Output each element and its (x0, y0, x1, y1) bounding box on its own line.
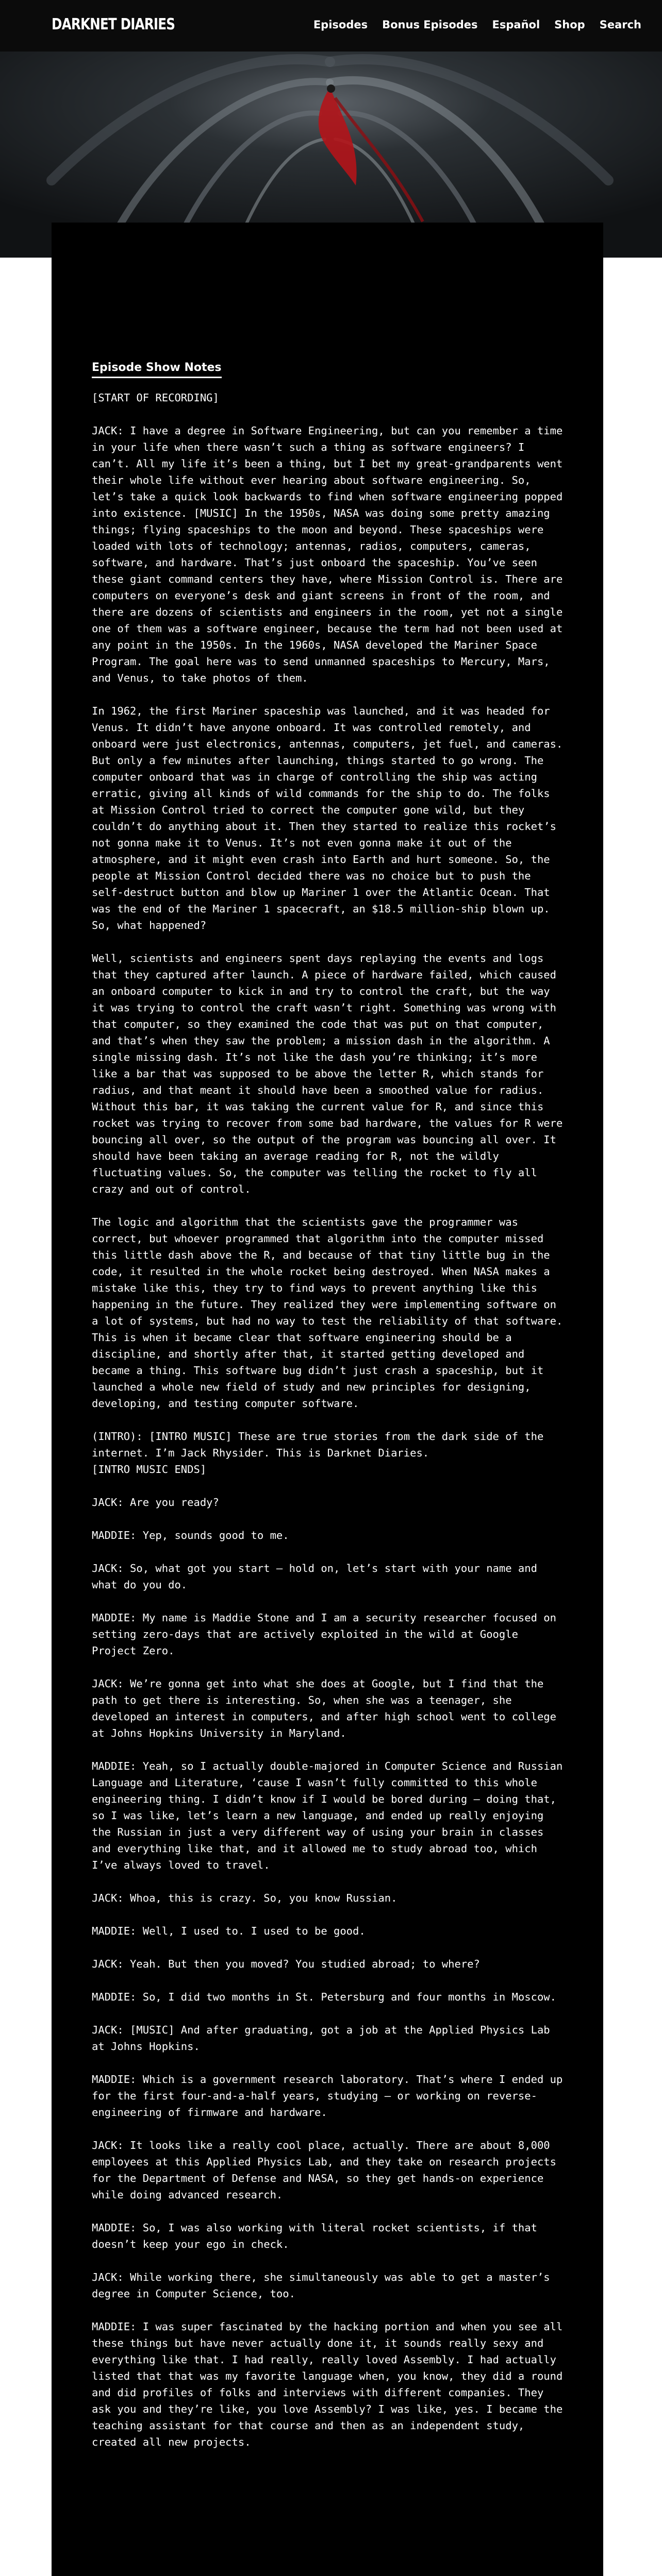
transcript-paragraph: MADDIE: I was super fascinated by the hacking portion and when you see all these things but have never actually done it, it sounds really sexy and everything like that. I had really, really loved Assembly. I had actually listed that that was my favorite language when, you know, they did a round and did profiles of folks and interviews with different companies. They ask you and they’re like, you love Assembly? I was like, yes. I became the teaching assistant for that course and then as an independent study, created all new projects. (92, 2320, 563, 2448)
transcript-paragraph: Well, scientists and engineers spent days replaying the events and logs that they captured after launch. A piece of hardware failed, which caused an onboard computer to kick in and try to control the craft, but the way it was trying to control the craft wasn’t right. Something was wrong with that computer, so they examined the code that was put on that computer, and that’s when they saw the problem; a mission dash in the algorithm. A single missing dash. It’s not like the dash you’re thinking; it’s more like a bar that was supposed to be above the letter R, which stands for radius, and that meant it should have been a smoothed value for radius. Without this bar, it was taking the current value for R, and since this rocket was trying to recover from some bad hardware, the values for R were bouncing all over, so the output of the program was bouncing all over. It should have been taking an average reading for R, not the wildly fluctuating values. So, the computer was telling the rocket to fly all crazy and out of control. (92, 952, 563, 1195)
transcript-paragraph: JACK: [MUSIC] And after graduating, got a job at the Applied Physics Lab at Johns Hopkins. (92, 2024, 550, 2053)
transcript-paragraph: JACK: I have a degree in Software Engineering, but can you remember a time in your life when there wasn’t such a thing as software engineers? I can’t. All my life it’s been a thing, but I bet my great-grandparents went their whole life without ever hearing about software engineering. So, let’s take a quick look backwards to find when software engineering popped into existence. [MUSIC] In the 1950s, NASA was doing some pretty amazing things; flying spaceships to the moon and beyond. These spaceships were loaded with lots of technology; antennas, radios, computers, cameras, software, and hardware. That’s just onboard the spaceship. You’ve seen these giant command centers they have, where Mission Control is. There are computers on everyone’s desk and giant screens in front of the room, and there are dozens of scientists and engineers in the room, yet not a single one of them was a software engineer, because the term had not been used at any point in the 1950s. In the 1960s, NASA developed the Mariner Space Program. The goal here was to send unmanned spaceships to Mercury, Mars, and Venus, to take photos of them. (92, 425, 563, 684)
transcript-paragraph: [START OF RECORDING] (92, 392, 219, 404)
show-notes-card (52, 223, 603, 2576)
transcript-paragraph: JACK: So, what got you start – hold on, let’s start with your name and what do you do. (92, 1562, 537, 1591)
nav-search[interactable]: Search (599, 19, 641, 31)
transcript-paragraph: JACK: It looks like a really cool place, actually. There are about 8,000 employees at this Applied Physics Lab, and they take on research projects for the Department of Defense and NASA, so they get hands-on experience while doing advanced research. (92, 2139, 556, 2201)
transcript-paragraph: MADDIE: Which is a government research laboratory. That’s where I ended up for the first four-and-a-half years, studying – or working on reverse-engineering of firmware and hardware. (92, 2073, 563, 2119)
transcript-paragraph: MADDIE: So, I did two months in St. Petersburg and four months in Moscow. (92, 1991, 556, 2003)
transcript-paragraph: MADDIE: My name is Maddie Stone and I am a security researcher focused on setting zero-days that are actively exploited in the wild at Google Project Zero. (92, 1612, 556, 1657)
transcript-paragraph: JACK: Are you ready? (92, 1496, 219, 1509)
show-notes-content (92, 359, 564, 2467)
transcript-paragraph: JACK: While working there, she simultaneously was able to get a master’s degree in Computer Science, too. (92, 2271, 550, 2300)
site-logo[interactable]: DARKNET DIARIES (52, 15, 175, 33)
main-menu (313, 19, 641, 31)
transcript-paragraph: JACK: We’re gonna get into what she does at Google, but I find that the path to get there is interesting. So, when she was a teenager, she developed an interest in computers, and after high school went to college at Johns Hopkins University in Maryland. (92, 1677, 556, 1739)
nav-episodes[interactable]: Episodes (313, 19, 368, 31)
transcript-paragraph: (INTRO): [INTRO MUSIC] These are true stories from the dark side of the internet. I’m Jack Rhysider. This is Darknet Diaries. (92, 1430, 544, 1459)
transcript-paragraph: JACK: Whoa, this is crazy. So, you know Russian. (92, 1892, 398, 1904)
nav-espanol[interactable]: Español (492, 19, 540, 31)
transcript-paragraph: MADDIE: Yep, sounds good to me. (92, 1529, 289, 1541)
nav-bonus-episodes[interactable]: Bonus Episodes (382, 19, 478, 31)
transcript-paragraph: MADDIE: So, I was also working with literal rocket scientists, if that doesn’t keep your ego in check. (92, 2222, 537, 2250)
top-nav (0, 0, 662, 52)
show-notes-heading: Episode Show Notes (92, 360, 222, 378)
transcript-paragraph: JACK: Yeah. But then you moved? You studied abroad; to where? (92, 1958, 480, 1970)
transcript-paragraph: In 1962, the first Mariner spaceship was launched, and it was headed for Venus. It didn’t have anyone onboard. It was controlled remotely, and onboard were just electronics, antennas, computers, jet fuel, and cameras. But only a few minutes after launching, things started to go wrong. The computer onboard that was in charge of controlling the ship was acting erratic, giving all kinds of wild commands for the ship to do. The folks at Mission Control tried to correct the computer gone wild, but they couldn’t do anything about it. Then they started to realize this rocket’s not gonna make it to Venus. It’s not even gonna make it out of the atmosphere, and it might even crash into Earth and hurt someone. So, the people at Mission Control decided there was no choice but to push the self-destruct button and blow up Mariner 1 over the Atlantic Ocean. That was the end of the Mariner 1 spacecraft, an $18.5 million-ship blown up. So, what happened? (92, 705, 563, 931)
transcript-paragraph: MADDIE: Well, I used to. I used to be good. (92, 1925, 366, 1937)
transcript-paragraph: MADDIE: Yeah, so I actually double-majored in Computer Science and Russian Language and Literature, ‘cause I wasn’t fully committed to this whole engineering thing. I didn’t know if I would be bored during – doing that, so I was like, let’s learn a new language, and ended up really enjoying the Russian in just a very different way of using your brain in classes and everything like that, and it allowed me to study abroad too, which I’ve always loved to travel. (92, 1760, 563, 1871)
nav-shop[interactable]: Shop (554, 19, 585, 31)
transcript-paragraph: [INTRO MUSIC ENDS] (92, 1463, 207, 1476)
transcript-paragraph: The logic and algorithm that the scientists gave the programmer was correct, but whoever programmed that algorithm into the computer missed this little dash above the R, and because of that tiny little bug in the code, it resulted in the whole rocket being destroyed. When NASA makes a mistake like this, they try to find ways to prevent anything like this happening in the future. They realized they were implementing software on a lot of systems, but had no way to test the reliability of that software. This is when it became clear that software engineering should be a discipline, and shortly after that, it started getting developed and became a thing. This software bug didn’t just crash a spaceship, but it launched a whole new field of study and new principles for designing, developing, and testing computer software. (92, 1216, 563, 1410)
